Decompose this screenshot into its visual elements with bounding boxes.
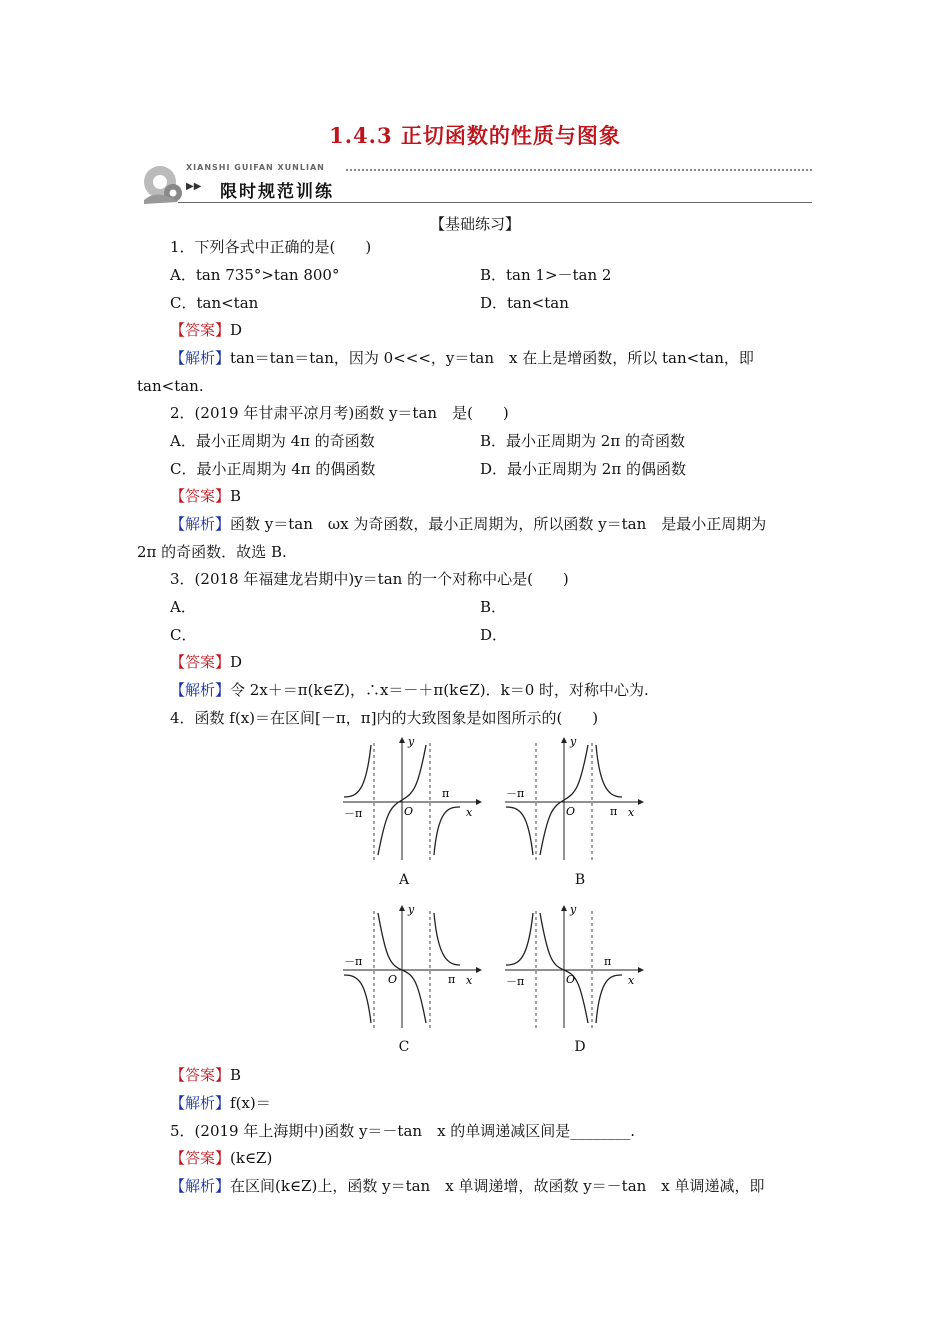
answer-value: B	[230, 487, 242, 505]
gear-icon	[138, 160, 186, 206]
q1-option-b: B．tan 1>－tan 2	[480, 266, 612, 284]
origin-label: O	[566, 973, 576, 986]
neg-pi-label: －π	[506, 975, 525, 988]
banner-pinyin: XIANSHI GUIFAN XUNLIAN	[186, 163, 325, 172]
answer-tag: 【答案】	[170, 1149, 231, 1167]
q1-analysis-cont: tan<tan.	[137, 377, 204, 395]
q3-answer	[170, 652, 242, 672]
answer-tag: 【答案】	[170, 653, 231, 671]
q4-answer	[170, 1065, 241, 1085]
q3-option-b: B．	[480, 598, 507, 616]
analysis-tag: 【解析】	[170, 349, 231, 367]
page-title: 1.4.3 正切函数的性质与图象	[329, 123, 621, 148]
analysis-text: 函数 y＝tan ωx 为奇函数，最小正周期为，所以函数 y＝tan 是最小正周期为	[230, 515, 767, 533]
q2-analysis-cont: 2π 的奇函数．故选 B.	[137, 543, 287, 561]
section-heading: 【基础练习】	[429, 215, 520, 233]
graph-a	[338, 735, 483, 865]
x-axis-label: x	[466, 974, 473, 987]
answer-tag: 【答案】	[170, 321, 231, 339]
banner-dotted-rule	[346, 169, 812, 171]
q5-answer	[170, 1148, 272, 1168]
graph-c-caption: C	[398, 1039, 410, 1055]
pi-label: π	[604, 955, 612, 968]
q1-answer	[170, 320, 242, 340]
answer-value: D	[230, 653, 243, 671]
y-axis-label: y	[408, 735, 415, 748]
q2-option-c: C．最小正周期为 4π 的偶函数	[170, 460, 376, 478]
analysis-tag: 【解析】	[170, 681, 231, 699]
analysis-tag: 【解析】	[170, 1094, 231, 1112]
pi-label: π	[448, 973, 456, 986]
neg-pi-label: －π	[344, 955, 363, 968]
section-banner	[138, 160, 812, 206]
graph-d	[500, 903, 645, 1033]
y-axis-label: y	[570, 903, 577, 916]
graph-c	[338, 903, 483, 1033]
graph-b	[500, 735, 645, 865]
q2-analysis	[170, 514, 766, 534]
q5-analysis	[170, 1176, 765, 1196]
answer-value: B	[230, 1066, 242, 1084]
x-axis-label: x	[628, 806, 635, 819]
banner-label: 限时规范训练	[220, 182, 334, 202]
y-axis-label: y	[570, 735, 577, 748]
pi-label: π	[610, 805, 618, 818]
answer-tag: 【答案】	[170, 487, 231, 505]
q3-stem: 3．(2018 年福建龙岩期中)y＝tan 的一个对称中心是( )	[170, 570, 569, 588]
graph-a-caption: A	[398, 872, 410, 888]
q1-option-a: A．tan 735°>tan 800°	[170, 266, 340, 284]
arrow-icon: ▶▶	[186, 181, 202, 192]
y-axis-label: y	[408, 903, 415, 916]
analysis-text: 在区间(k∈Z)上，函数 y＝tan x 单调递增，故函数 y＝－tan x 单调递减，即	[230, 1177, 765, 1195]
q4-stem: 4．函数 f(x)＝在区间[－π，π]内的大致图象是如图所示的( )	[170, 709, 599, 727]
x-axis-label: x	[466, 806, 473, 819]
origin-label: O	[404, 805, 414, 818]
origin-label: O	[566, 805, 576, 818]
x-axis-label: x	[628, 974, 635, 987]
analysis-tag: 【解析】	[170, 1177, 231, 1195]
graph-b-caption: B	[574, 872, 586, 888]
q1-option-d: D．tan<tan	[480, 294, 569, 312]
q2-option-b: B．最小正周期为 2π 的奇函数	[480, 432, 685, 450]
q1-analysis	[170, 348, 754, 368]
q3-option-d: D．	[480, 626, 508, 644]
neg-pi-label: －π	[344, 807, 363, 820]
q2-option-d: D．最小正周期为 2π 的偶函数	[480, 460, 686, 478]
answer-value: (k∈Z)	[230, 1149, 273, 1167]
banner-rule	[178, 202, 812, 203]
q3-option-c: C．	[170, 626, 197, 644]
origin-label: O	[388, 973, 398, 986]
analysis-tag: 【解析】	[170, 515, 231, 533]
q3-analysis	[170, 680, 649, 700]
answer-tag: 【答案】	[170, 1066, 231, 1084]
neg-pi-label: －π	[506, 787, 525, 800]
analysis-text: f(x)＝	[230, 1094, 271, 1112]
q2-stem: 2．(2019 年甘肃平凉月考)函数 y＝tan 是( )	[170, 404, 509, 422]
pi-label: π	[442, 787, 450, 800]
analysis-text: tan＝tan＝tan，因为 0<<<，y＝tan x 在上是增函数，所以 tan<tan，即	[230, 349, 754, 367]
q2-answer	[170, 486, 241, 506]
analysis-text: 令 2x＋＝π(k∈Z)，∴x＝－＋π(k∈Z)．k＝0 时，对称中心为.	[230, 681, 649, 699]
q1-option-c: C．tan<tan	[170, 294, 259, 312]
q1-stem: 1．下列各式中正确的是( )	[170, 238, 372, 256]
q4-analysis	[170, 1093, 271, 1113]
q5-stem: 5．(2019 年上海期中)函数 y＝－tan x 的单调递减区间是________.	[170, 1122, 636, 1140]
answer-value: D	[230, 321, 243, 339]
q3-option-a: A．	[170, 598, 196, 616]
q2-option-a: A．最小正周期为 4π 的奇函数	[170, 432, 375, 450]
graph-d-caption: D	[574, 1039, 586, 1055]
